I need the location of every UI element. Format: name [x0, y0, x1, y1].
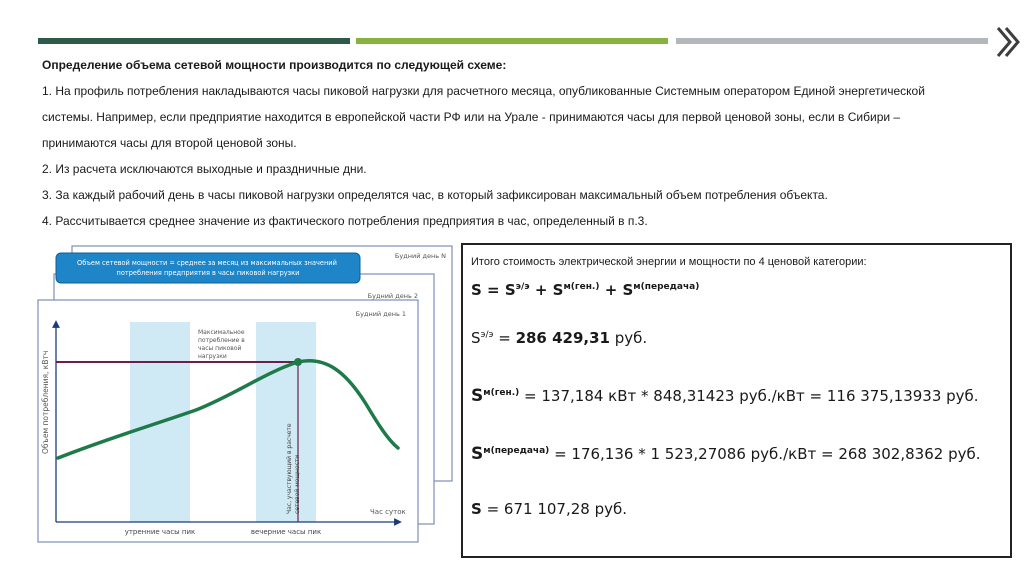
gen-s: S — [471, 386, 484, 406]
energy-cost-line — [471, 329, 647, 347]
formula-s1: S — [504, 281, 516, 299]
grand-total-line — [471, 500, 627, 518]
evening-peak-label: вечерние часы пик — [250, 528, 322, 536]
formula-plus-1: + — [529, 281, 553, 299]
formula-s1-sup: э/э — [515, 282, 530, 292]
result-title: Итого стоимость электрической энергии и мощности по 4 ценовой категории: — [471, 256, 867, 268]
formula-banner — [56, 253, 360, 283]
ee-eq: = — [493, 329, 516, 347]
morning-peak-label: утренние часы пик — [124, 528, 196, 536]
max-note-line-4: нагрузки — [198, 353, 227, 360]
formula-s2-sup: м(ген.) — [563, 282, 600, 292]
formula-eq: = — [481, 281, 505, 299]
hour-label-line-1: Час, участвующий в расчете — [286, 423, 293, 514]
hour-label-line-2: сетевой мощности — [294, 454, 301, 514]
accent-bar-green — [356, 38, 668, 44]
max-note-line-3: часы пиковой — [198, 345, 242, 352]
ee-value: 286 429,31 — [515, 329, 610, 347]
total-s: S — [471, 500, 482, 518]
banner-line-1: Объем сетевой мощности = среднее за месяц из максимальных значений — [77, 259, 337, 267]
sheet-day-1-label: Будний день 1 — [355, 310, 406, 318]
y-axis-label: Объем потребления, кВтч — [41, 350, 50, 454]
corner-arrows-icon — [988, 22, 1024, 62]
x-axis-label: Час суток — [370, 508, 406, 516]
ee-s: S — [471, 329, 481, 347]
ee-unit: руб. — [609, 329, 648, 347]
ee-sup: э/э — [480, 330, 494, 340]
gen-sup: м(ген.) — [483, 388, 520, 398]
step-4: 4. Рассчитывается среднее значение из фактического потребления предприятия в час, определенный в п.3. — [42, 214, 648, 228]
tr-sup: м(передача) — [483, 446, 550, 456]
page-title: Определение объема сетевой мощности производится по следующей схеме: — [42, 58, 507, 72]
description-text — [42, 52, 972, 234]
formula-s3-sup: м(передача) — [633, 282, 700, 292]
total-formula — [471, 281, 699, 299]
formula-s: S — [471, 281, 482, 299]
tr-s: S — [471, 444, 484, 464]
max-note-line-2: потребление в — [198, 337, 245, 344]
result-panel — [461, 243, 1012, 558]
generation-power-line — [471, 386, 979, 406]
formula-s2: S — [552, 281, 564, 299]
gen-rest: = 137,184 кВт * 848,31423 руб./кВт = 116 375,13933 руб. — [519, 387, 979, 405]
tr-rest: = 176,136 * 1 523,27086 руб./кВт = 268 302,8362 руб. — [549, 445, 981, 463]
network-capacity-diagram — [36, 244, 454, 544]
max-note-line-1: Максимальное — [198, 329, 245, 336]
step-2: 2. Из расчета исключаются выходные и праздничные дни. — [42, 162, 367, 176]
accent-bar-dark — [38, 38, 350, 44]
step-1: 1. На профиль потребления накладываются часы пиковой нагрузки для расчетного месяца, опубликованные Системным оператором Единой энергетической системы. Например, если предприятие находится в европейской части РФ или на Урале - принимаются часы для первой ценовой зоны, если в Сибири – принимаются часы для второй ценовой зоны. — [42, 84, 925, 150]
accent-bar-gray — [676, 38, 988, 44]
sheet-day-2-label: Будний день 2 — [367, 292, 418, 300]
step-3: 3. За каждый рабочий день в часы пиковой нагрузки определятся час, в который зафиксирован максимальный объем потребления объекта. — [42, 188, 828, 202]
formula-s3: S — [622, 281, 634, 299]
transmission-power-line — [471, 444, 980, 464]
sheet-day-n-label: Будний день N — [394, 252, 446, 260]
formula-plus-2: + — [599, 281, 623, 299]
peak-point — [294, 358, 302, 366]
total-rest: = 671 107,28 руб. — [481, 500, 627, 518]
banner-line-2: потребления предприятия в часы пиковой нагрузки — [116, 269, 300, 277]
